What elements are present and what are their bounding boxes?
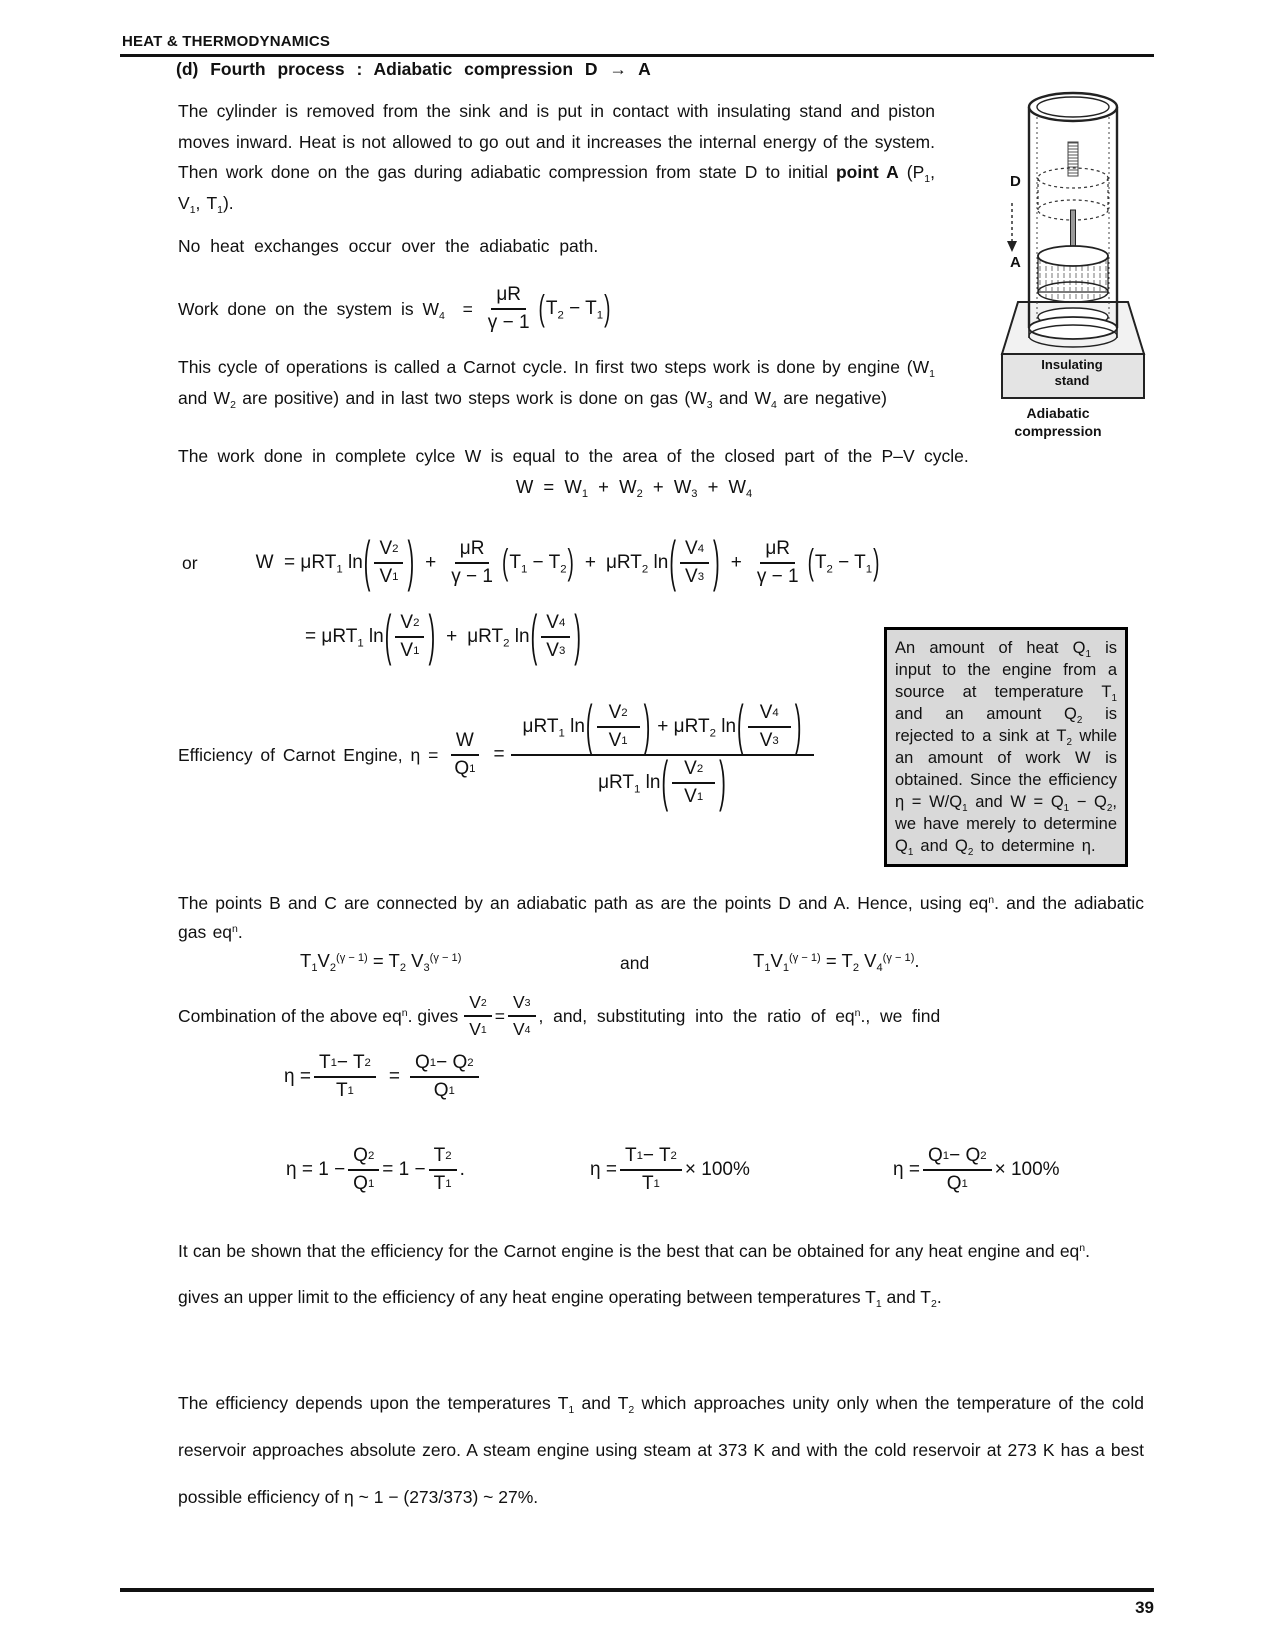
left-paren: ( — [363, 532, 371, 594]
figure-label-a: A — [1010, 254, 1021, 271]
left-paren: ( — [585, 696, 593, 758]
big-fraction — [511, 696, 815, 814]
fraction — [508, 992, 536, 1040]
or-arg1: $T_1 - T_2$ — [509, 552, 567, 576]
info-box: An amount of heat $Q_1$ is input to the engine from a source at temperature $T_1$ and an amount $Q_2$ is rejected to a sink at $T_2$ while an amount of work W is obtained. Since the efficiency $\eta = W/Q_1$ and $W = Q_1 - Q_2$, we have merely to determine $Q_1$ and $Q_2$ to determine η. — [884, 627, 1128, 867]
eta2-mid: = 1 − — [382, 1159, 426, 1180]
section-title: (d) Fourth process : Adiabatic compression D → A — [176, 59, 651, 79]
fraction — [429, 1145, 457, 1195]
right-paren: ) — [794, 696, 802, 758]
fraction-numerator: μR — [455, 538, 490, 564]
fraction-denominator: V 1 — [469, 1019, 487, 1039]
right-paren: ) — [407, 532, 415, 594]
adiabatic-eq-2: $T_1V_1^{(\gamma - 1)} = T_2$ $V_4^{(\gamma - 1)}$. — [753, 950, 920, 975]
fraction — [314, 1052, 376, 1102]
fraction-denominator: γ − 1 — [756, 566, 799, 587]
fraction-denominator: T 1 — [433, 1173, 452, 1194]
fraction — [483, 284, 535, 334]
fraction — [752, 538, 804, 588]
left-paren: ( — [669, 532, 677, 594]
eta-percent-q-formula — [893, 1145, 1060, 1195]
fraction — [923, 1145, 992, 1195]
no-heat-line: No heat exchanges occur over the adiabatic path. — [178, 236, 599, 256]
fraction-denominator: V 4 — [512, 1019, 531, 1039]
fraction-numerator: T 1 − T 2 — [620, 1145, 682, 1171]
work-area-line: The work done in complete cylce W is equal to the area of the closed part of the P–V cycle. — [178, 446, 969, 466]
stand-label-line1: Insulating — [1041, 357, 1103, 372]
fraction — [374, 538, 403, 588]
fraction-denominator: V 3 — [546, 640, 566, 661]
points-paragraph: The points B and C are connected by an adiabatic path as are the points D and A. Hence, using $eq^n$. and the adiabatic gas $eq^n$. — [178, 893, 1144, 942]
w4-argument: $T_2 - T_1$ — [545, 298, 604, 322]
fraction-numerator: V 2 — [672, 758, 715, 784]
left-paren: ( — [384, 606, 392, 668]
fraction-numerator: Q 1 − Q 2 — [410, 1052, 479, 1078]
w-reduced-formula — [305, 606, 582, 668]
fraction — [680, 538, 709, 588]
fraction-denominator: V 1 — [379, 566, 399, 587]
footer-rule — [120, 1588, 1154, 1592]
fraction — [348, 1145, 379, 1195]
right-paren: ) — [873, 543, 880, 583]
eta-lead: η = — [590, 1159, 617, 1180]
or-lhs: W = μRT$_1$ ln — [255, 552, 363, 576]
plus-sign: + — [730, 552, 742, 573]
right-paren: ) — [428, 606, 436, 668]
fraction-denominator: V 1 — [684, 786, 704, 807]
times-100: × 100% — [994, 1159, 1060, 1180]
eff-num-term1: μRT$_1$ ln — [522, 716, 585, 740]
or-mid: μRT$_2$ ln — [605, 552, 669, 576]
eta-ratio-formula — [284, 1052, 482, 1102]
fraction-denominator: Q 1 — [946, 1173, 968, 1194]
adiabatic-equations — [178, 950, 1144, 986]
equals-sign: = — [494, 1005, 505, 1026]
period: . — [459, 1159, 465, 1180]
fraction-denominator: T 1 — [335, 1080, 354, 1101]
right-paren: ) — [604, 289, 611, 329]
fraction-numerator: Q 2 — [348, 1145, 379, 1171]
w4-formula — [178, 284, 611, 334]
plus-sign: + — [425, 552, 437, 573]
right-paren: ) — [643, 696, 651, 758]
left-paren: ( — [538, 289, 545, 329]
caption-line1: Adiabatic — [1026, 405, 1090, 421]
big-fraction-denominator — [586, 752, 739, 814]
fraction-numerator: T 2 — [429, 1145, 457, 1171]
fraction-denominator: Q 1 — [433, 1080, 455, 1101]
times-100: × 100% — [684, 1159, 750, 1180]
eta-lead: η = — [893, 1159, 920, 1180]
left-paren: ( — [807, 543, 814, 583]
left-paren: ( — [530, 606, 538, 668]
left-paren: ( — [502, 543, 509, 583]
fraction — [464, 992, 492, 1040]
combination-line — [178, 992, 940, 1040]
fraction — [541, 612, 570, 662]
fraction-numerator: V 2 — [597, 702, 640, 728]
fraction-denominator: V 3 — [685, 566, 705, 587]
fraction-numerator: μR — [491, 284, 526, 310]
figure-label-d: D — [1010, 173, 1021, 190]
fraction-numerator: T 1 − T 2 — [314, 1052, 376, 1078]
left-paren: ( — [661, 752, 669, 814]
line2-lhs: = μRT$_1$ ln — [305, 626, 384, 650]
fraction — [620, 1145, 682, 1195]
equals-sign: = — [388, 1066, 400, 1087]
fraction — [410, 1052, 479, 1102]
right-paren: ) — [719, 752, 726, 814]
w-sum-formula: $W = W_1 + W_2 + W_3 + W_4$ — [515, 476, 753, 501]
efficiency-depends-paragraph: The efficiency depends upon the temperatures $T_1$ and $T_2$ which approaches unity only when the temperature of the cold reservoir approaches absolute zero. A steam engine using steam at 373 K and with the cold reservoir at 273 K has a best possible efficiency of η ~ 1 − (273/373) ~ 27%. — [178, 1393, 1144, 1507]
best-efficiency-paragraph: It can be shown that the efficiency for the Carnot engine is the best that can be obtained for any heat engine and $eq^n$. gives an upper limit to the efficiency of any heat engine operating between temperatures $T_1$ and $T_2$. — [178, 1241, 1090, 1310]
right-paren: ) — [567, 543, 574, 583]
eta-percent-t-formula — [590, 1145, 750, 1195]
fraction — [395, 612, 424, 662]
fraction-numerator: V 4 — [541, 612, 570, 638]
fraction-numerator: V 2 — [395, 612, 424, 638]
fraction-denominator: γ − 1 — [451, 566, 493, 587]
plus-sign: + — [446, 626, 458, 647]
page-number: 39 — [1135, 1598, 1154, 1617]
combination-tail: , and, substituting into the ratio of $eq^n$., we find — [538, 1005, 941, 1026]
fraction-denominator: γ − 1 — [487, 312, 530, 333]
equals-sign: = — [493, 744, 505, 765]
fraction — [449, 730, 480, 780]
combination-lead: Combination of the above $eq^n$. gives — [178, 1005, 459, 1026]
w4-lead: Work done on the system is $W_4$ = — [178, 298, 473, 322]
fraction-numerator: V 4 — [748, 702, 791, 728]
caption-line2: compression — [1014, 423, 1102, 439]
fraction-numerator: V 4 — [680, 538, 709, 564]
fraction — [672, 758, 715, 808]
fraction-numerator: V 2 — [464, 992, 492, 1017]
adiabatic-eq-1: $T_1V_2^{(\gamma - 1)} = T_2$ $V_3^{(\gamma - 1)}$ — [300, 950, 462, 975]
eta2-lead: η = 1 − — [286, 1159, 346, 1180]
line2-mid: μRT$_2$ ln — [467, 626, 530, 650]
figure-caption — [978, 404, 1138, 440]
or-arg2: $T_2 - T_1$ — [814, 552, 873, 576]
efficiency-lead: Efficiency of Carnot Engine, η = — [178, 744, 439, 765]
intro-paragraph: The cylinder is removed from the sink and is put in contact with insulating stand and piston moves inward. Heat is not allowed to go out and it increases the internal energy of the system. Then work done on the gas during adiabatic compression from state D to initial point A ($P_1$, $V_1$, $T_1$). — [178, 101, 935, 216]
right-paren: ) — [713, 532, 720, 594]
fraction-numerator: Q 1 − Q 2 — [923, 1145, 992, 1171]
fraction — [446, 538, 498, 588]
page-header: HEAT & THERMODYNAMICS — [122, 33, 331, 50]
stand-label-line2: stand — [1054, 373, 1090, 388]
eta-one-minus-formula — [286, 1145, 465, 1195]
insulating-stand-label — [1002, 357, 1142, 389]
plus-sign: + — [584, 552, 596, 573]
or-label: or — [182, 552, 198, 573]
fraction — [597, 702, 640, 752]
cylinder-figure — [948, 70, 1158, 438]
and-word: and — [620, 953, 650, 973]
or-formula — [182, 532, 880, 594]
cycle-paragraph: This cycle of operations is called a Carnot cycle. In first two steps work is done by engine ($W_1$ and $W_2$ are positive) and in last two steps work is done on gas ($W_3$ and $W_4$ are negative) — [178, 357, 935, 411]
fraction-denominator: V 1 — [608, 730, 628, 751]
fraction-denominator: V 1 — [400, 640, 420, 661]
big-fraction-numerator — [511, 696, 815, 758]
fraction-numerator: W — [451, 730, 479, 756]
eff-den-term: μRT$_1$ ln — [598, 772, 661, 796]
fraction-denominator: Q 1 — [353, 1173, 375, 1194]
right-paren: ) — [574, 606, 581, 668]
fraction-numerator: V 2 — [374, 538, 403, 564]
efficiency-formula — [178, 696, 817, 814]
eta-lead: η = — [284, 1066, 311, 1087]
fraction — [748, 702, 791, 752]
fraction-denominator: T 1 — [641, 1173, 660, 1194]
fraction-denominator: V 3 — [759, 730, 779, 751]
left-paren: ( — [737, 696, 744, 758]
header-rule — [120, 54, 1154, 57]
fraction-numerator: μR — [760, 538, 795, 564]
eff-num-term2: + μRT$_2$ ln — [657, 716, 737, 740]
fraction-numerator: V 3 — [508, 992, 536, 1017]
fraction-denominator: Q 1 — [454, 758, 476, 779]
